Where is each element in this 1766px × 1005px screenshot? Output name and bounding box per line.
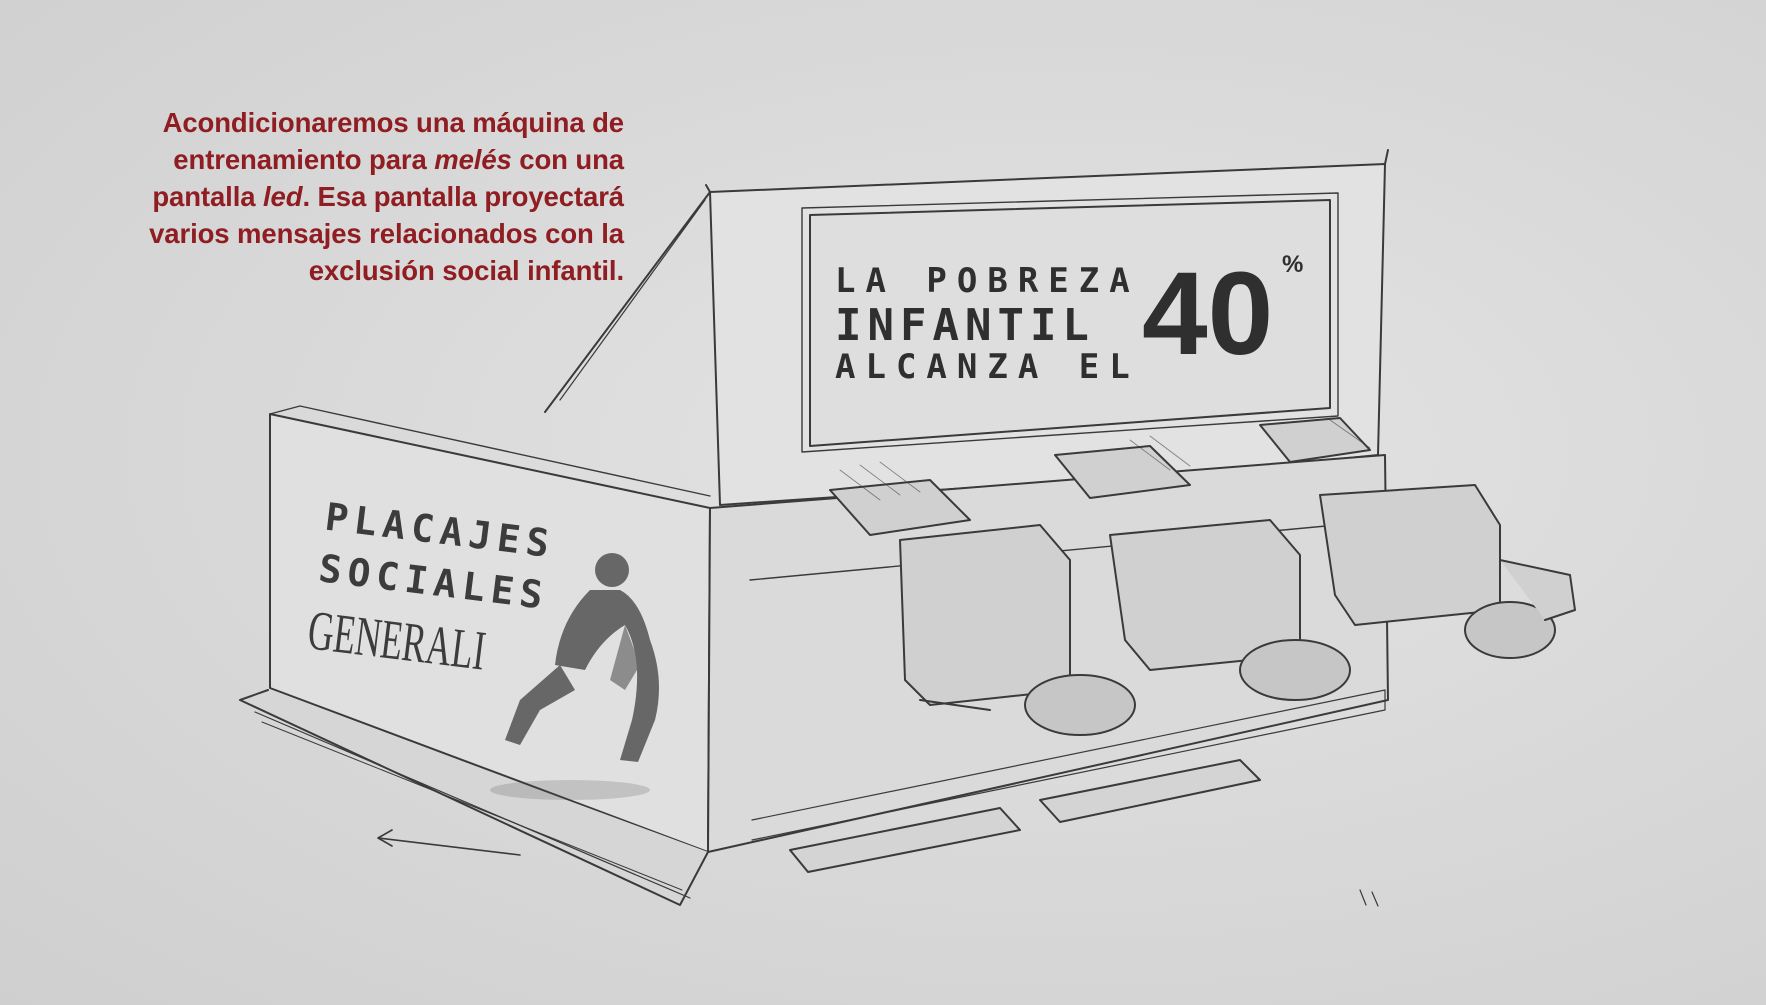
side-brand: GENERALI xyxy=(304,599,591,696)
screen-line-1: LA POBREZA xyxy=(835,261,1140,301)
screen-figure: 40 xyxy=(1142,248,1274,380)
caption-line-2: entrenamiento para melés con una xyxy=(173,144,624,175)
caption-line-4: varios mensajes relacionados con la xyxy=(149,218,624,249)
caption-line-3: pantalla led. Esa pantalla proyectará xyxy=(152,181,624,212)
caption-line-5: exclusión social infantil. xyxy=(308,255,624,286)
side-line-1: PLACAJES xyxy=(322,494,558,567)
caption-line-1: Acondicionaremos una máquina de xyxy=(162,107,624,138)
side-line-2: SOCIALES xyxy=(316,546,552,619)
screen-line-2: INFANTIL xyxy=(835,300,1095,351)
screen-unit: % xyxy=(1282,251,1304,278)
screen-line-3: ALCANZA EL xyxy=(835,347,1140,387)
description-caption xyxy=(60,104,624,289)
